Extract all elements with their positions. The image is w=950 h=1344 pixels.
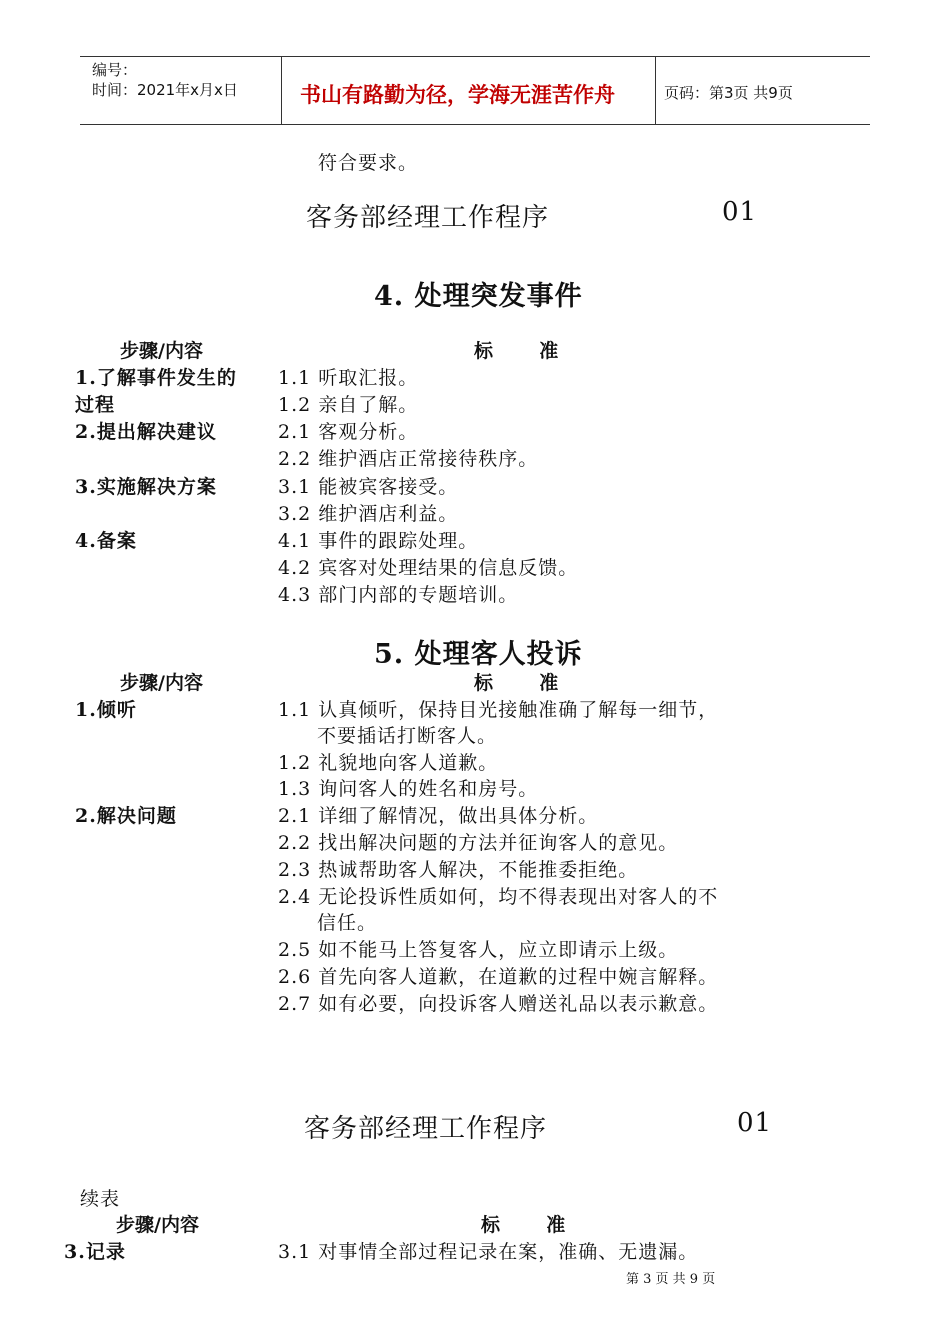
header-page-label: 页码：第3页 共9页 — [664, 84, 793, 102]
step-label: 3.实施解决方案 — [75, 476, 217, 498]
standard-item: 2.1 客观分析。 — [278, 421, 419, 443]
standard-item: 2.3 热诚帮助客人解决，不能推委拒绝。 — [278, 859, 639, 881]
standard-item: 1.1 认真倾听，保持目光接触准确了解每一细节， — [278, 699, 719, 721]
column-header-step: 步骤/内容 — [120, 672, 203, 694]
standard-item: 3.1 对事情全部过程记录在案，准确、无遗漏。 — [278, 1241, 699, 1263]
column-header-step: 步骤/内容 — [116, 1214, 199, 1236]
step-label: 1.了解事件发生的 — [75, 367, 237, 389]
standard-item: 2.1 详细了解情况，做出具体分析。 — [278, 805, 599, 827]
doc-title: 客务部经理工作程序 — [304, 1114, 548, 1144]
standard-item: 2.4 无论投诉性质如何，均不得表现出对客人的不 — [278, 886, 719, 908]
header-bottom-rule — [80, 124, 870, 125]
standard-item: 2.7 如有必要，向投诉客人赠送礼品以表示歉意。 — [278, 993, 719, 1015]
step-label: 4.备案 — [75, 530, 137, 552]
standard-item: 1.2 亲自了解。 — [278, 394, 419, 416]
page-footer: 第 3 页 共 9 页 — [626, 1272, 716, 1287]
doc-title: 客务部经理工作程序 — [306, 203, 550, 233]
step-label: 过程 — [75, 394, 116, 416]
standard-item: 2.6 首先向客人道歉，在道歉的过程中婉言解释。 — [278, 966, 719, 988]
intro-text: 符合要求。 — [318, 152, 419, 174]
doc-code: 01 — [737, 1108, 773, 1138]
standard-item: 4.2 宾客对处理结果的信息反馈。 — [278, 557, 579, 579]
standard-item: 3.2 维护酒店利益。 — [278, 503, 459, 525]
continued-label: 续表 — [80, 1188, 121, 1210]
standard-item: 1.3 询问客人的姓名和房号。 — [278, 778, 539, 800]
standard-item: 4.1 事件的跟踪处理。 — [278, 530, 479, 552]
column-header-standard: 标 准 — [474, 672, 559, 694]
section-title: 5. 处理客人投诉 — [374, 639, 583, 670]
standard-item: 1.1 听取汇报。 — [278, 367, 419, 389]
header-divider-right — [655, 56, 656, 125]
standard-item: 2.5 如不能马上答复客人，应立即请示上级。 — [278, 939, 679, 961]
standard-item: 1.2 礼貌地向客人道歉。 — [278, 752, 499, 774]
column-header-standard: 标 准 — [481, 1214, 566, 1236]
header-time-label: 时间：2021年x月x日 — [92, 81, 238, 99]
header-code-label: 编号： — [92, 61, 138, 79]
standard-item: 4.3 部门内部的专题培训。 — [278, 584, 519, 606]
column-header-standard: 标 准 — [474, 340, 559, 362]
step-label: 2.解决问题 — [75, 805, 177, 827]
column-header-step: 步骤/内容 — [120, 340, 203, 362]
header-divider-left — [281, 56, 282, 125]
standard-item: 信任。 — [317, 912, 378, 934]
step-label: 3.记录 — [64, 1241, 126, 1263]
doc-code: 01 — [722, 197, 758, 227]
standard-item: 不要插话打断客人。 — [317, 725, 498, 747]
header-motto: 书山有路勤为径，学海无涯苦作舟 — [300, 83, 615, 107]
step-label: 1.倾听 — [75, 699, 137, 721]
header-top-rule — [80, 56, 870, 57]
standard-item: 2.2 找出解决问题的方法并征询客人的意见。 — [278, 832, 679, 854]
standard-item: 3.1 能被宾客接受。 — [278, 476, 459, 498]
section-title: 4. 处理突发事件 — [374, 281, 583, 312]
standard-item: 2.2 维护酒店正常接待秩序。 — [278, 448, 539, 470]
step-label: 2.提出解决建议 — [75, 421, 217, 443]
